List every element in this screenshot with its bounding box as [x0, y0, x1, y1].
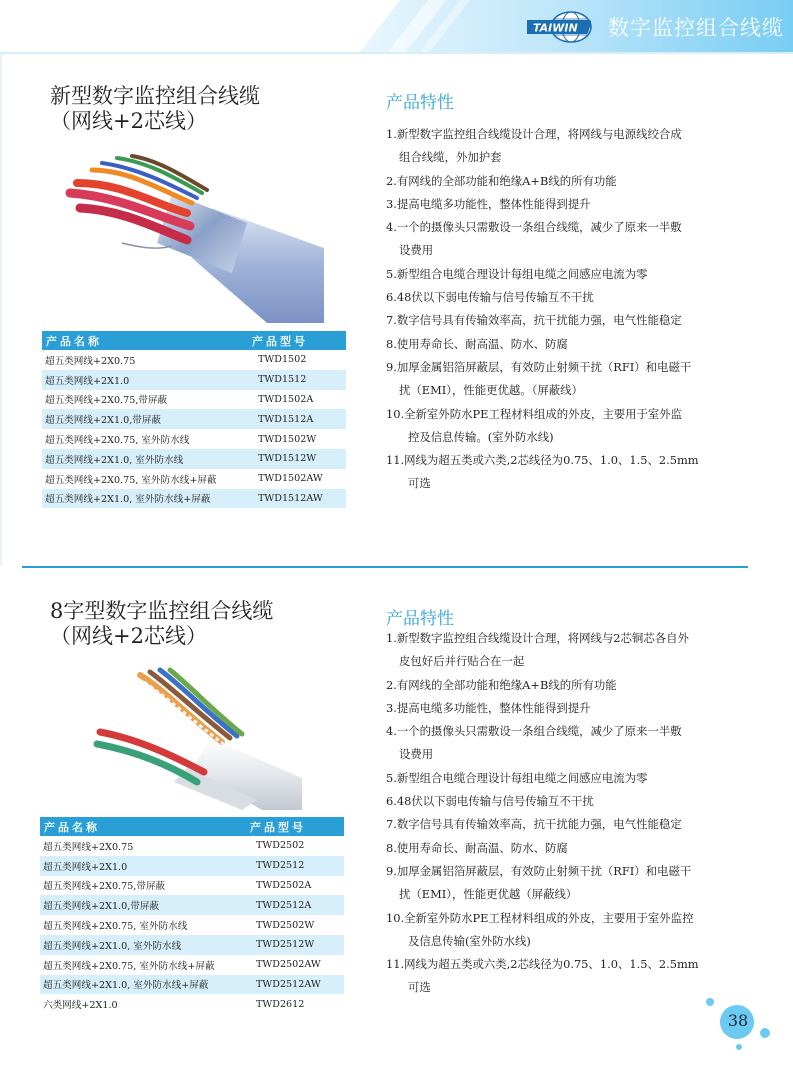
feature-item	[386, 767, 746, 790]
product-model-cell: TWD2512W	[246, 935, 344, 955]
product-model-cell: TWD1512AW	[248, 489, 346, 509]
feature-item	[386, 216, 746, 263]
feature-text: 48伏以下弱电传输与信号传输互不干扰	[396, 290, 594, 305]
table-row	[40, 994, 344, 1014]
product-model-cell: TWD2512A	[246, 895, 344, 915]
feature-item	[386, 193, 746, 216]
table-row	[42, 370, 346, 390]
header-underline	[0, 52, 793, 54]
feature-number: 5.	[386, 266, 397, 281]
product-model-cell: TWD2612	[256, 998, 305, 1010]
feature-number: 8.	[386, 840, 397, 855]
decor-dot	[736, 1044, 742, 1050]
table-row	[42, 449, 346, 469]
product-name-cell: 超五类网线+2X1.0, 室外防水线	[42, 449, 248, 469]
figure8-cable-image	[92, 660, 302, 810]
table-row	[40, 955, 344, 975]
product-model-cell: TWD1502	[258, 354, 307, 366]
feature-number: 4.	[386, 220, 397, 235]
feature-text: 及信息传输(室外防水线)	[408, 933, 531, 948]
feature-text: 新型组合电缆合理设计每组电缆之间感应电流为零	[396, 770, 648, 785]
section2-features-heading: 产品特性	[386, 609, 454, 629]
combo-cable-image	[62, 148, 324, 323]
feature-text: 皮包好后并行贴合在一起	[399, 654, 525, 669]
feature-text: 扰（EMI），性能更优越（屏蔽线）	[399, 887, 578, 902]
feature-text: 加厚金属铝箔屏蔽层，有效防止射频干扰（RFI）和电磁干	[396, 359, 692, 374]
product-name-cell: 超五类网线+2X0.75,带屏蔽	[45, 395, 168, 407]
feature-number: 9.	[386, 359, 397, 374]
table-row	[42, 429, 346, 449]
feature-text: 全新室外防水PE工程材料组成的外皮，主要用于室外监	[404, 406, 683, 421]
feature-text: 新型数字监控组合线缆设计合理，将网线与2芯铜芯各自外	[396, 631, 689, 645]
feature-item	[386, 286, 746, 309]
logo-text: TAIWIN	[533, 21, 578, 35]
table-row	[40, 975, 344, 995]
feature-item	[386, 170, 746, 193]
section2-subtitle: （网线+2芯线）	[50, 624, 207, 648]
decor-dot	[760, 1028, 770, 1038]
product-name-cell: 超五类网线+2X0.75	[43, 841, 134, 853]
page-number: 38	[727, 1011, 749, 1030]
table-row	[40, 915, 344, 935]
feature-number: 11.	[386, 957, 405, 972]
feature-number: 9.	[386, 863, 397, 878]
feature-number: 8.	[386, 336, 397, 351]
feature-number: 6.	[386, 794, 397, 809]
left-edge-line	[0, 54, 2, 566]
feature-item	[386, 907, 746, 954]
product-name-cell: 超五类网线+2X1.0,带屏蔽	[42, 409, 248, 429]
product-name-cell: 超五类网线+2X1.0, 室外防水线	[40, 935, 246, 955]
table-row	[42, 409, 346, 429]
product-model-cell: TWD2502AW	[256, 959, 321, 971]
section-divider	[22, 566, 748, 568]
feature-number: 11.	[386, 453, 405, 468]
feature-number: 2.	[386, 173, 397, 188]
section1-features-heading: 产品特性	[386, 93, 454, 113]
feature-number: 1.	[386, 127, 397, 141]
product-model-cell: TWD2502W	[256, 919, 315, 931]
section2-features-list	[386, 627, 746, 1000]
feature-item	[386, 860, 746, 907]
product-name-cell: 超五类网线+2X1.0	[42, 370, 248, 390]
feature-text: 数字信号具有传输效率高，抗干扰能力强，电气性能稳定	[396, 817, 682, 832]
product-name-cell: 超五类网线+2X1.0	[40, 856, 246, 876]
table-row	[42, 489, 346, 509]
feature-number: 6.	[386, 290, 397, 305]
table-row	[42, 350, 346, 370]
feature-item	[386, 953, 746, 1000]
table-row	[40, 895, 344, 915]
product-model-cell: TWD1512	[248, 370, 346, 390]
product-name-cell: 超五类网线+2X0.75, 室外防水线+屏蔽	[45, 474, 217, 486]
feature-text: 控及信息传输。(室外防水线)	[408, 429, 554, 444]
feature-number: 10.	[386, 910, 405, 925]
table-row	[40, 856, 344, 876]
product-name-cell: 超五类网线+2X0.75, 室外防水线	[45, 435, 190, 447]
feature-text: 扰（EMI），性能更优越。（屏蔽线）	[399, 383, 583, 398]
feature-number: 1.	[386, 631, 397, 645]
feature-text: 使用寿命长、耐高温、防水、防腐	[396, 336, 568, 351]
product-model-cell: TWD2512	[246, 856, 344, 876]
feature-text: 提高电缆多功能性，整体性能得到提升	[396, 196, 591, 211]
section1-title: 新型数字监控组合线缆	[50, 84, 260, 108]
feature-number: 3.	[386, 196, 397, 211]
feature-item	[386, 123, 746, 170]
feature-item	[386, 813, 746, 836]
feature-text: 新型组合电缆合理设计每组电缆之间感应电流为零	[396, 266, 648, 281]
feature-item	[386, 790, 746, 813]
table-row	[40, 836, 344, 856]
feature-item	[386, 403, 746, 450]
product-model-cell: TWD2502	[256, 840, 305, 852]
section1-subtitle: （网线+2芯线）	[50, 109, 207, 133]
feature-item	[386, 627, 746, 674]
feature-text: 一个的摄像头只需敷设一条组合线缆，减少了原来一半敷	[396, 220, 682, 235]
table-row	[40, 876, 344, 896]
feature-text: 提高电缆多功能性，整体性能得到提升	[396, 700, 591, 715]
feature-text: 有网线的全部功能和绝缘A+B线的所有功能	[396, 677, 617, 692]
table-row	[42, 390, 346, 410]
feature-text: 新型数字监控组合线缆设计合理，将网线与电源线绞合成	[396, 127, 682, 141]
product-name-cell: 超五类网线+2X0.75, 室外防水线	[43, 921, 188, 933]
table-header-model: 产品型号	[248, 331, 346, 350]
feature-text: 数字信号具有传输效率高，抗干扰能力强，电气性能稳定	[396, 313, 682, 328]
feature-text: 设费用	[399, 243, 434, 258]
product-model-cell: TWD1502W	[258, 433, 317, 445]
feature-item	[386, 697, 746, 720]
feature-text: 网线为超五类或六类,2芯线径为0.75、1.0、1.5、2.5mm	[404, 957, 699, 972]
feature-item	[386, 837, 746, 860]
feature-text: 组合线缆，外加护套	[399, 150, 502, 165]
table-row	[42, 469, 346, 489]
product-model-cell: TWD2512AW	[246, 975, 344, 995]
feature-number: 7.	[386, 817, 397, 832]
feature-item	[386, 356, 746, 403]
product-model-cell: TWD2502A	[256, 879, 312, 891]
feature-text: 48伏以下弱电传输与信号传输互不干扰	[396, 794, 594, 809]
feature-text: 使用寿命长、耐高温、防水、防腐	[396, 840, 568, 855]
feature-text: 有网线的全部功能和绝缘A+B线的所有功能	[396, 173, 617, 188]
feature-text: 网线为超五类或六类,2芯线径为0.75、1.0、1.5、2.5mm	[404, 453, 699, 468]
product-name-cell: 超五类网线+2X0.75,带屏蔽	[43, 881, 166, 893]
taiwin-logo	[527, 10, 599, 44]
feature-item	[386, 263, 746, 286]
feature-item	[386, 449, 746, 496]
feature-item	[386, 309, 746, 332]
feature-number: 3.	[386, 700, 397, 715]
section1-product-table	[42, 331, 346, 508]
section2-product-table	[40, 817, 344, 1014]
feature-text: 一个的摄像头只需敷设一条组合线缆，减少了原来一半敷	[396, 724, 682, 739]
product-model-cell: TWD1502AW	[258, 473, 323, 485]
feature-number: 7.	[386, 313, 397, 328]
table-header-name: 产品名称	[42, 331, 248, 350]
feature-text: 设费用	[399, 747, 434, 762]
feature-text: 可选	[408, 980, 431, 995]
decor-dot	[706, 998, 714, 1006]
product-model-cell: TWD1502A	[258, 393, 314, 405]
feature-item	[386, 333, 746, 356]
product-name-cell: 超五类网线+2X1.0, 室外防水线+屏蔽	[42, 489, 248, 509]
feature-number: 10.	[386, 406, 405, 421]
table-row	[40, 935, 344, 955]
table-header-name: 产品名称	[40, 817, 246, 836]
feature-text: 可选	[408, 476, 431, 491]
feature-item	[386, 720, 746, 767]
table-header-model: 产品型号	[246, 817, 344, 836]
section1-features-list	[386, 123, 746, 496]
feature-number: 5.	[386, 770, 397, 785]
product-name-cell: 超五类网线+2X0.75, 室外防水线+屏蔽	[43, 960, 215, 972]
product-name-cell: 六类网线+2X1.0	[43, 1000, 118, 1012]
product-name-cell: 超五类网线+2X0.75	[45, 355, 136, 367]
feature-number: 4.	[386, 724, 397, 739]
product-name-cell: 超五类网线+2X1.0,带屏蔽	[40, 895, 246, 915]
feature-text: 加厚金属铝箔屏蔽层，有效防止射频干扰（RFI）和电磁干	[396, 863, 692, 878]
product-name-cell: 超五类网线+2X1.0, 室外防水线+屏蔽	[40, 975, 246, 995]
product-model-cell: TWD1512W	[248, 449, 346, 469]
header-title: 数字监控组合线缆	[608, 16, 784, 40]
feature-text: 全新室外防水PE工程材料组成的外皮，主要用于室外监控	[404, 910, 694, 925]
feature-item	[386, 674, 746, 697]
product-model-cell: TWD1512A	[248, 409, 346, 429]
section2-title: 8字型数字监控组合线缆	[50, 599, 274, 623]
feature-number: 2.	[386, 677, 397, 692]
